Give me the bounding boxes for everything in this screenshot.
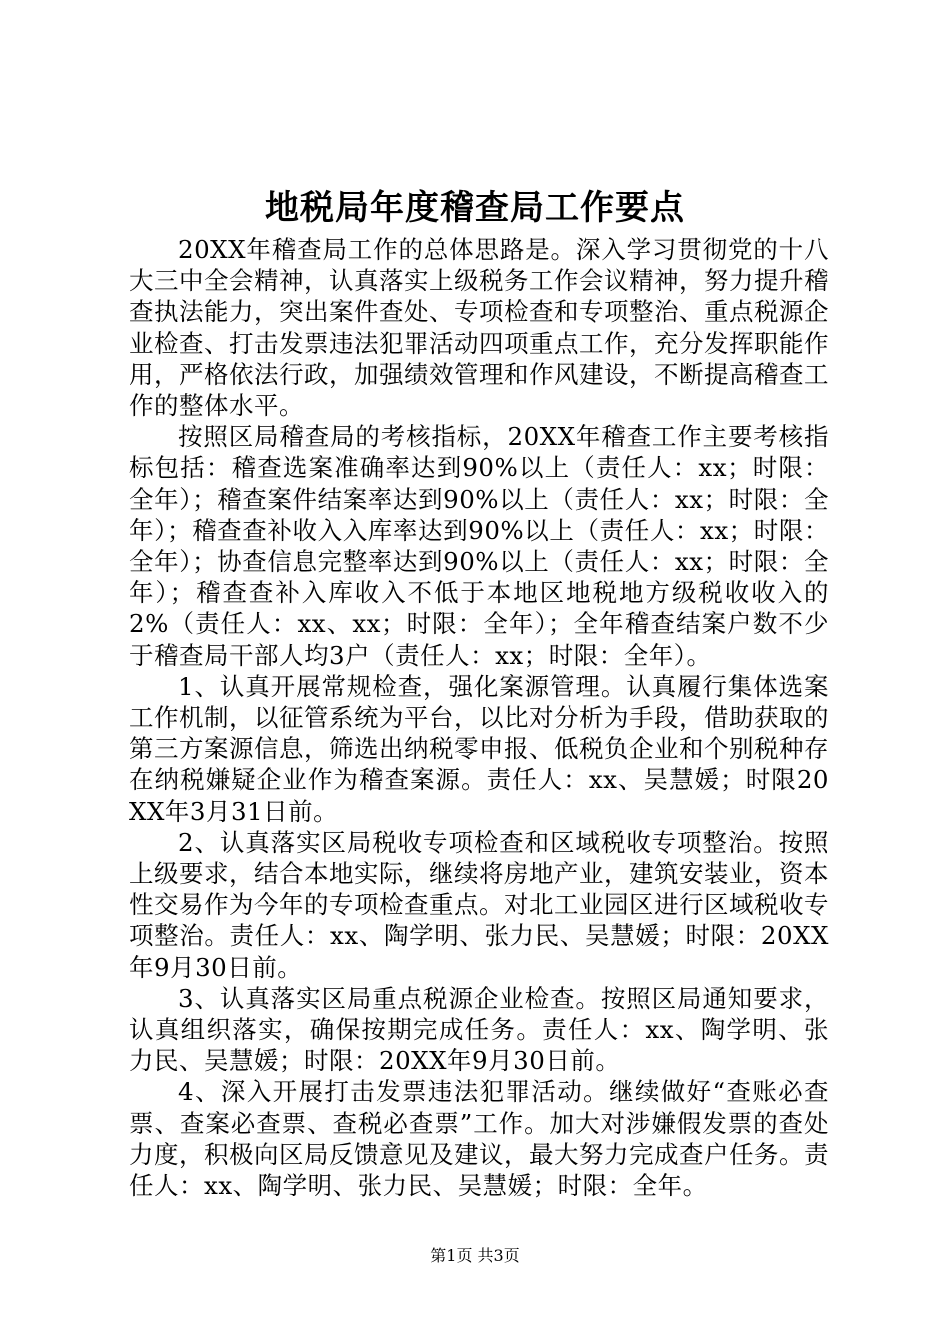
paragraph-item-4: 4、深入开展打击发票违法犯罪活动。继续做好“查账必查票、查案必查票、查税必查票”工作。加大对涉嫌假发票的查处力度，积极向区局反馈意见及建议，最大努力完成查户任务。责任人：xx、陶学明、张力民、吴慧媛；时限：全年。 — [129, 1077, 829, 1201]
document-body — [129, 234, 829, 1201]
paragraph-item-1: 1、认真开展常规检查，强化案源管理。认真履行集体选案工作机制，以征管系统为平台，以比对分析为手段，借助获取的第三方案源信息，筛选出纳税零申报、低税负企业和个别税种存在纳税嫌疑企业作为稽查案源。责任人：xx、吴慧媛；时限20XX年3月31日前。 — [129, 671, 829, 826]
paragraph-item-3: 3、认真落实区局重点税源企业检查。按照区局通知要求，认真组织落实，确保按期完成任务。责任人：xx、陶学明、张力民、吴慧媛；时限：20XX年9月30日前。 — [129, 983, 829, 1076]
page-number-footer: 第1页 共3页 — [430, 1246, 520, 1265]
document-title: 地税局年度稽查局工作要点 — [265, 188, 685, 228]
paragraph-item-2: 2、认真落实区局税收专项检查和区域税收专项整治。按照上级要求，结合本地实际，继续将房地产业，建筑安装业，资本性交易作为今年的专项检查重点。对北工业园区进行区域税收专项整治。责任人：xx、陶学明、张力民、吴慧媛；时限：20XX年9月30日前。 — [129, 827, 829, 982]
paragraph-indicators: 按照区局稽查局的考核指标，20XX年稽查工作主要考核指标包括：稽查选案准确率达到90%以上（责任人：xx；时限：全年）；稽查案件结案率达到90%以上（责任人：xx；时限：全年）；稽查查补收入入库率达到90%以上（责任人：xx；时限：全年）；协查信息完整率达到90%以上（责任人：xx；时限：全年）；稽查查补入库收入不低于本地区地税地方级税收收入的2%（责任人：xx、xx；时限：全年）；全年稽查结案户数不少于稽查局干部人均3户（责任人：xx；时限：全年）。 — [129, 422, 829, 670]
paragraph-overview: 20XX年稽查局工作的总体思路是。深入学习贯彻党的十八大三中全会精神，认真落实上级税务工作会议精神，努力提升稽查执法能力，突出案件查处、专项检查和专项整治、重点税源企业检查、打击发票违法犯罪活动四项重点工作，充分发挥职能作用，严格依法行政，加强绩效管理和作风建设，不断提高稽查工作的整体水平。 — [129, 235, 829, 421]
